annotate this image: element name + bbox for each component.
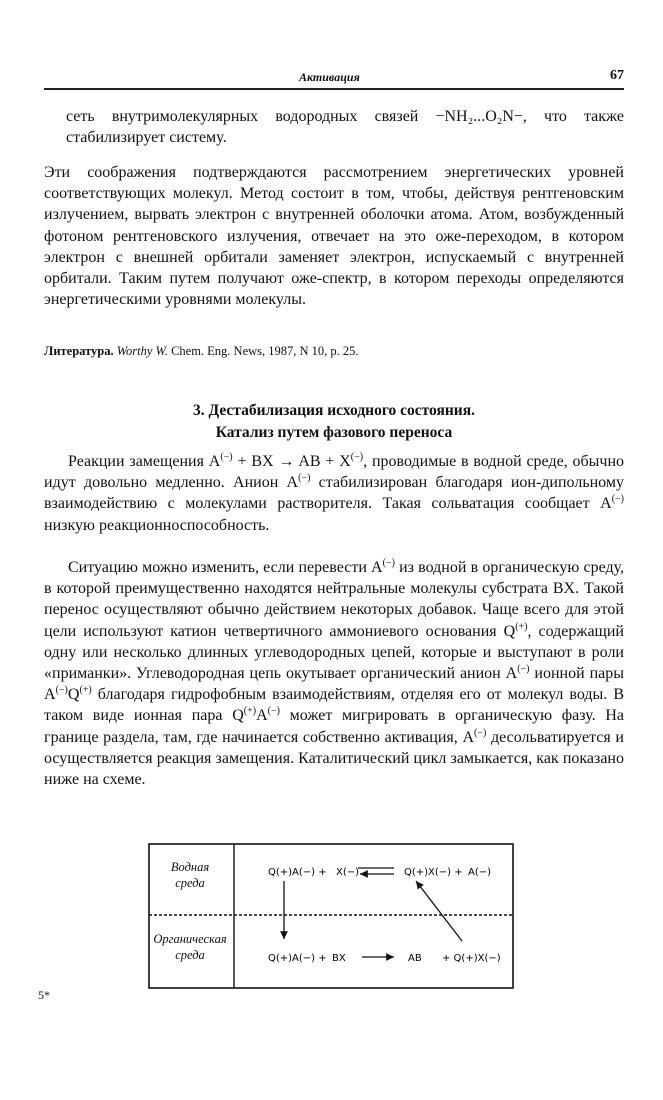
literature-label: Литература.	[44, 344, 114, 358]
literature-author: Worthy W.	[116, 344, 168, 358]
bottom-right-species: + Q(+)X(−)	[442, 953, 501, 964]
page-header	[44, 66, 624, 88]
literature-source: Chem. Eng. News, 1987, N 10, p. 25.	[171, 344, 359, 358]
section-title-line-2: Катализ путем фазового переноса	[215, 424, 453, 441]
running-title: Активация	[299, 70, 360, 84]
top-left-species: Q(+)A(−) +	[268, 867, 327, 878]
phase-label-water: Водная среда	[170, 860, 210, 890]
paragraph-phase-transfer	[44, 557, 624, 790]
signature-mark: 5*	[38, 988, 50, 1002]
section-title	[44, 400, 624, 444]
section-title-line-1: 3. Дестабилизация исходного состояния.	[192, 402, 475, 419]
top-x-species: X(−)	[336, 867, 360, 878]
top-right-species: Q(+)X(−) +	[404, 867, 463, 878]
bottom-bx-species: BX	[332, 953, 346, 964]
paragraph-auger	[44, 162, 624, 310]
paragraph-text: сеть внутримолекулярных водородных связей −NH₂...O₂N−, что также стабилизирует систему.	[66, 108, 624, 147]
paragraph-text: Ситуацию можно изменить, если перевести A(−) из водной в органическую среду, в которой преимущественно находятся нейтральные молекулы субстрата BX. Такой перенос осуществляют обычно действием некоторых добавок. Чаще всего для этой цели используют катион четвертичного аммониевого основания Q(+), содержащий одну или несколько длинных углеводородных цепей, которые и выступают в роли «приманки». Углеводородная цепь окутывает органический анион A(−) ионной пары A(−)Q(+) благодаря гидрофобным взаимодействиям, отделяя его от молекул воды. В таком виде ионная пара Q(+)A(−) может мигрировать в органическую фазу. На границе раздела, там, где начинается собственно активация, A(−) десольватируется и осуществляется реакция замещения. Каталитический цикл замыкается, как показано ниже на схеме.	[44, 557, 625, 789]
phase-label-organic: Органическая среда	[153, 932, 227, 962]
paragraph-substitution	[44, 451, 624, 536]
phase-transfer-scheme	[148, 843, 514, 989]
paragraph-continuation	[66, 106, 624, 148]
bottom-ab-species: AB	[408, 953, 422, 964]
paragraph-text: Реакции замещения A(−) + BX → AB + X(−), проводимые в водной среде, обычно идут довольно медленно. Анион A(−) стабилизирован благодаря ион-дипольному взаимодействию с молекулами растворителя. Такая сольватация сообщает A(−) низкую реакционноспособность.	[44, 451, 625, 534]
paragraph-text: Эти соображения подтверждаются рассмотрением энергетических уровней соответствующих молекул. Метод состоит в том, чтобы, действуя рентгеновским излучением, вырвать электрон с внутренней оболочки атома. Атом, возбужденный фотоном рентгеновского излучения, отвечает на это оже-переходом, в котором электрон с внешней орбитали заменяет электрон, испускаемый с внутренней орбитали. Таким путем получают оже-спектр, в котором переходы определяются энергетическими уровнями молекулы.	[44, 164, 624, 309]
page-number: 67	[610, 68, 624, 83]
top-a-species: A(−)	[468, 867, 492, 878]
bottom-left-species: Q(+)A(−) +	[268, 953, 327, 964]
up-arrow	[416, 881, 462, 941]
header-rule	[44, 88, 624, 90]
literature-reference	[44, 344, 624, 359]
